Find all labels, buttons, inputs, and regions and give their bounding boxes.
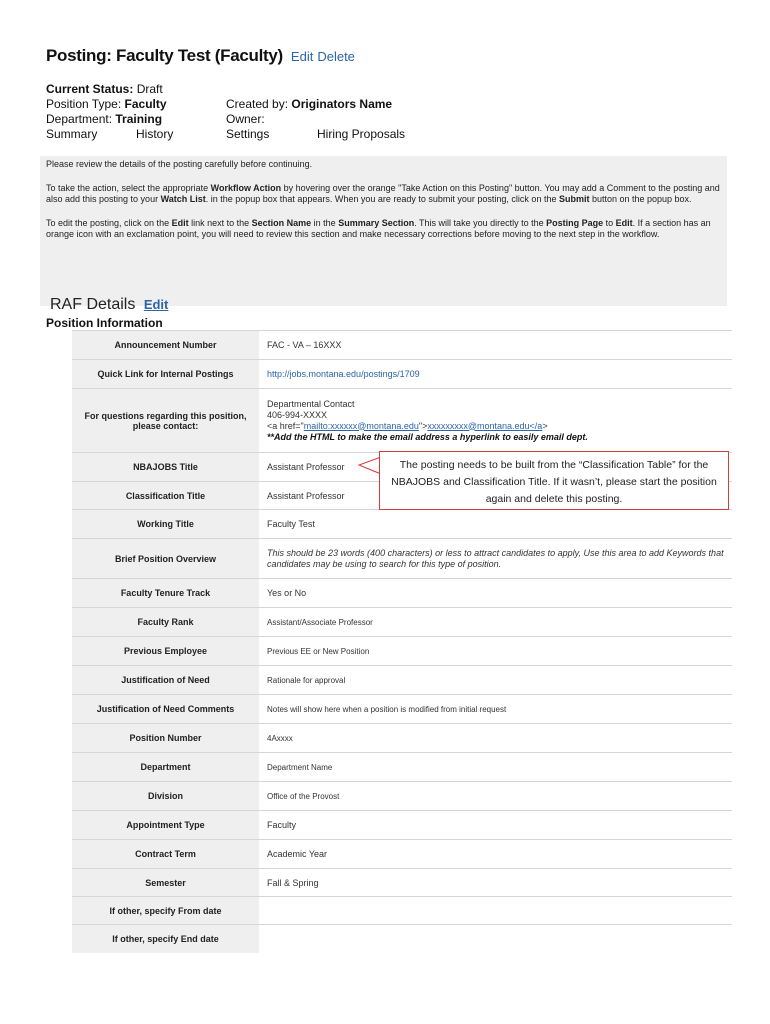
row-label: Department <box>72 753 259 782</box>
row-label: Faculty Rank <box>72 608 259 637</box>
row-value: Previous EE or New Position <box>259 637 732 666</box>
created-by-value: Originators Name <box>291 97 393 111</box>
row-label: Previous Employee <box>72 637 259 666</box>
row-value: This should be 23 words (400 characters) or less to attract candidates to apply, Use this area to add Keywords that candidates may be using to search for this type of position. <box>259 539 732 579</box>
page-title: Posting: Faculty Test (Faculty) <box>46 46 283 65</box>
instructions-edit: To edit the posting, click on the Edit link next to the Section Name in the Summary Section. This will take you directly to the Posting Page to Edit. If a section has an orange icon with an exclamation point, you will need to review this section and make necessary corrections before moving to the next step in the workflow. <box>46 218 711 239</box>
position-type-label: Position Type: <box>46 97 122 111</box>
row-value: Notes will show here when a position is modified from initial request <box>259 695 732 724</box>
mailto-link[interactable]: mailto:xxxxxx@montana.edu <box>303 420 419 431</box>
row-label: Announcement Number <box>72 331 259 360</box>
position-type <box>46 97 167 112</box>
tab-summary[interactable]: Summary <box>46 127 98 141</box>
raf-edit-link[interactable]: Edit <box>143 297 169 312</box>
row-label: Contract Term <box>72 840 259 869</box>
instructions-panel <box>40 156 727 306</box>
table-row <box>72 724 732 753</box>
raf-section-title: RAF Details <box>50 296 136 313</box>
owner-label: Owner: <box>226 112 265 126</box>
row-label: Semester <box>72 869 259 897</box>
contact-value <box>259 389 732 453</box>
row-value <box>259 925 732 953</box>
table-row <box>72 753 732 782</box>
row-value: Academic Year <box>259 840 732 869</box>
row-value: Assistant Professor <box>259 453 732 482</box>
current-status-label: Current Status: <box>46 82 134 96</box>
table-row <box>72 389 732 453</box>
table-row <box>72 811 732 840</box>
row-value: Department Name <box>259 753 732 782</box>
row-label: Brief Position Overview <box>72 539 259 579</box>
row-value: Faculty <box>259 811 732 840</box>
table-row <box>72 360 732 389</box>
email-link[interactable]: xxxxxxxxx@montana.edu</a <box>427 420 543 431</box>
row-value: Assistant/Associate Professor <box>259 608 732 637</box>
position-type-value: Faculty <box>124 97 167 111</box>
position-information-table <box>72 330 732 953</box>
table-row <box>72 331 732 360</box>
quick-link[interactable]: http://jobs.montana.edu/postings/1709 <box>267 369 420 379</box>
row-label: Working Title <box>72 510 259 539</box>
row-label: NBAJOBS Title <box>72 453 259 482</box>
table-row <box>72 510 732 539</box>
table-row <box>72 579 732 608</box>
row-label: If other, specify End date <box>72 925 259 953</box>
row-label: Justification of Need Comments <box>72 695 259 724</box>
department <box>46 112 162 127</box>
row-value <box>259 897 732 925</box>
contact-line-2: 406-994-XXXX <box>267 409 328 420</box>
current-status <box>46 82 163 97</box>
table-row <box>72 608 732 637</box>
contact-line-1: Departmental Contact <box>267 398 355 409</box>
department-label: Department: <box>46 112 113 126</box>
contact-note: **Add the HTML to make the email address a hyperlink to easily email dept. <box>267 431 588 442</box>
position-information-heading: Position Information <box>46 316 163 330</box>
row-value: Assistant Professor <box>259 482 732 510</box>
tab-history[interactable]: History <box>136 127 174 141</box>
instructions-intro: Please review the details of the posting carefully before continuing. <box>46 159 313 169</box>
table-row <box>72 840 732 869</box>
tab-hiring-proposals[interactable]: Hiring Proposals <box>317 127 406 141</box>
department-value: Training <box>115 112 163 126</box>
row-label: Appointment Type <box>72 811 259 840</box>
table-row <box>72 637 732 666</box>
row-value: 4Axxxx <box>259 724 732 753</box>
created-by <box>226 97 392 112</box>
raf-section-header <box>50 296 168 314</box>
delete-posting-link[interactable]: Delete <box>317 49 355 64</box>
edit-posting-link[interactable]: Edit <box>290 49 314 64</box>
row-value: Fall & Spring <box>259 869 732 897</box>
row-label: Classification Title <box>72 482 259 510</box>
row-label: Justification of Need <box>72 666 259 695</box>
current-status-value: Draft <box>136 82 163 96</box>
row-label: Position Number <box>72 724 259 753</box>
row-value: FAC - VA – 16XXX <box>259 331 732 360</box>
table-row <box>72 897 732 925</box>
row-label: Quick Link for Internal Postings <box>72 360 259 389</box>
created-by-label: Created by: <box>226 97 289 111</box>
row-label: Division <box>72 782 259 811</box>
table-row <box>72 869 732 897</box>
table-row <box>72 539 732 579</box>
row-value: Office of the Provost <box>259 782 732 811</box>
instructions-workflow: To take the action, select the appropriate Workflow Action by hovering over the orange "Take Action on this Posting" button. You may add a Comment to the posting and also add this posting to your Watch List. in the popup box that appears. When you are ready to submit your posting, click on the Submit button on the popup box. <box>46 183 720 204</box>
tab-settings[interactable]: Settings <box>226 127 270 141</box>
table-row <box>72 782 732 811</box>
classification-callout: The posting needs to be built from the “Classification Table” for the NBAJOBS and Classification Title. If it wasn’t, please start the position again and delete this posting. <box>379 451 729 510</box>
row-label: For questions regarding this position, please contact: <box>72 389 259 453</box>
page-header <box>46 46 355 66</box>
table-row <box>72 666 732 695</box>
row-value: Rationale for approval <box>259 666 732 695</box>
table-row <box>72 695 732 724</box>
table-row <box>72 925 732 953</box>
contact-html: <a href="mailto:xxxxxx@montana.edu">xxxxxxxxx@montana.edu</a> <box>267 420 548 431</box>
row-value: Faculty Test <box>259 510 732 539</box>
row-label: If other, specify From date <box>72 897 259 925</box>
row-value: Yes or No <box>259 579 732 608</box>
row-label: Faculty Tenure Track <box>72 579 259 608</box>
